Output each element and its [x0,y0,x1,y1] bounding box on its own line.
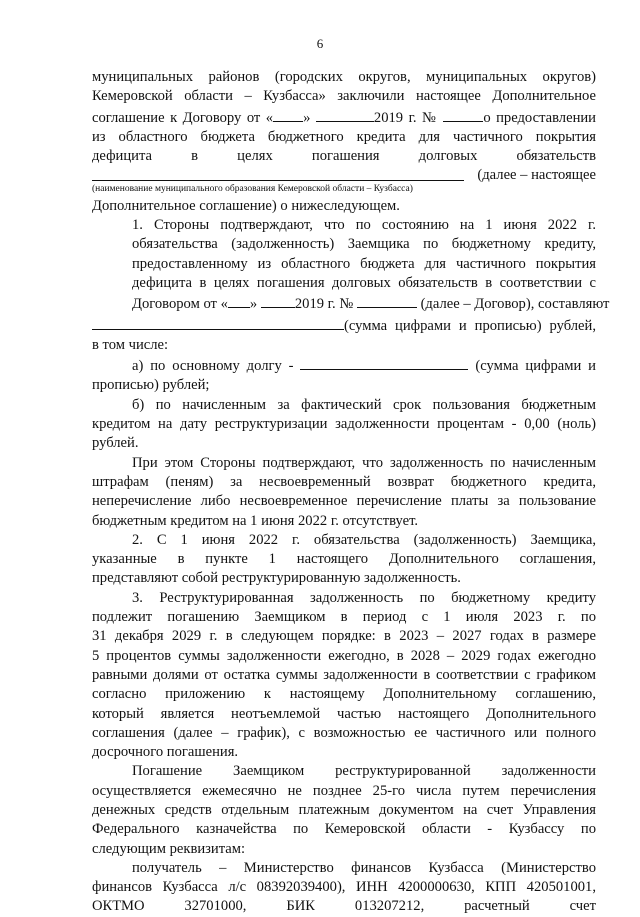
penalty-line-3: неперечисление либо несвоевременное перечисление платы за пользование [92,493,596,510]
clause-3-line-9: досрочного погашения. [92,744,239,761]
clause-3-line-6: согласно приложению к настоящему Дополнительному соглашению, [92,686,596,703]
blank-number-field [443,107,483,122]
clause-3-line-2: подлежит погашению Заемщиком в период с 1 июля 2023 г. по [92,609,596,626]
penalty-line-4: бюджетным кредитом на 1 июня 2022 г. отсутствует. [92,512,419,529]
payment-line-5: следующим реквизитам: [92,840,246,857]
intro-line-3: соглашение к Договору от « » 2019 г. № о предоставлении [92,107,596,128]
clause-1-line-5: Договором от « » 2019 г. № (далее – Договор), составляют [92,293,596,314]
intro-line-1: муниципальных районов (городских округов, муниципальных округов) [92,69,596,85]
clause-3-line-8: соглашения (далее – график), с возможностью ее частичного или полного [92,724,596,741]
clause-3-line-3: 31 декабря 2029 г. в следующем порядке: в 2023 – 2027 годах в размере [92,628,596,645]
clause-1-line-6: (сумма цифрами и прописью) рублей, [92,315,596,336]
municipality-name-caption: (наименование муниципального образования Кемеровской области – Кузбасса) [92,183,413,194]
intro-line-7: Дополнительное соглашение) о нижеследующем. [92,197,400,214]
recipient-line-1: получатель – Министерство финансов Кузбасса (Министерство [132,859,596,876]
blank-number-field-2 [357,293,417,308]
recipient-line-3: ОКТМО 32701000, БИК 013207212, расчетный счет [92,898,596,915]
payment-line-2: осуществляется ежемесячно не позднее 25-го числа путем перечисления [92,782,596,799]
clause-1-line-3: предоставленному из областного бюджета для частичного покрытия [132,255,596,272]
document-body [92,68,610,917]
intro-paragraph [92,68,596,166]
page-number: 6 [316,36,324,51]
penalty-paragraph [92,454,596,531]
blank-day-field-2 [228,293,250,308]
clause-1b-line-1: б) по начисленным за фактический срок пользования бюджетным [132,396,596,413]
clause-1a-line-2: прописью) рублей; [92,377,210,394]
clause-3-line-4: 5 процентов суммы задолженности ежегодно, в 2028 – 2029 годах ежегодно [92,647,596,664]
clause-1a [92,355,596,396]
clause-1-line-2: обязательства (задолженность) Заемщика по бюджетному кредиту, [132,236,596,253]
clause-1b [92,396,596,454]
blank-month-field-2 [261,293,295,308]
penalty-line-1: При этом Стороны подтверждают, что задолженность по начисленным [132,454,596,471]
clause-2-line-2: указанные в пункте 1 настоящего Дополнительного соглашения, [92,551,596,568]
clause-1 [92,216,610,355]
recipient-line-2: финансов Кузбасса л/с 08392039400), ИНН 4200000630, КПП 420501001, [92,879,596,896]
clause-2-line-1: 2. С 1 июня 2022 г. обязательства (задолженность) Заемщика, [132,531,596,548]
intro-line-6-tail: (далее – настоящее [477,167,596,184]
clause-2 [92,531,596,589]
clause-1b-line-2: кредитом на дату реструктуризации задолженности процентам - 0,00 (ноль) [92,416,596,433]
clause-3-line-1: 3. Реструктурированная задолженность по бюджетному кредиту [132,589,596,606]
municipality-name-field [92,180,464,181]
clause-1-line-1: 1. Стороны подтверждают, что по состоянию на 1 июня 2022 г. [132,217,596,234]
clause-1-line-4: дефицита в целях погашения долговых обязательств в соответствии с [132,274,596,291]
clause-3-line-7: который является неотъемлемой частью настоящего Дополнительного [92,705,596,722]
recipient-paragraph [92,859,596,917]
clause-2-line-3: представляют собой реструктурированную задолженность. [92,570,461,587]
intro-line-2: Кемеровской области – Кузбасса» заключили настоящее Дополнительное [92,88,596,105]
clause-1b-line-3: рублей. [92,435,139,452]
blank-month-field [316,107,374,122]
clause-1-line-7: в том числе: [92,336,169,353]
blank-total-sum-field [92,315,344,330]
blank-day-field [273,107,303,122]
penalty-line-2: штрафам (пеням) за несвоевременный возврат бюджетного кредита, [92,473,596,490]
clause-1a-line-1: а) по основному долгу - (сумма цифрами и [92,355,596,376]
intro-line-4: из областного бюджета бюджетного кредита для частичного покрытия [92,128,596,145]
clause-3-line-5: равными долями от остатка суммы задолженности в соответствии с графиком [92,666,596,683]
payment-paragraph [92,762,596,858]
clause-3 [92,589,596,763]
payment-line-4: Федерального казначейства по Кемеровской области - Кузбассу по [92,821,596,838]
payment-line-1: Погашение Заемщиком реструктурированной задолженности [132,763,596,780]
intro-line-5: дефицита в целях погашения долговых обязательств [92,148,596,165]
municipality-name-row [92,166,596,185]
blank-principal-sum-field [300,355,468,370]
payment-line-3: денежных средств отдельным платежным документом на счет Управления [92,801,596,818]
